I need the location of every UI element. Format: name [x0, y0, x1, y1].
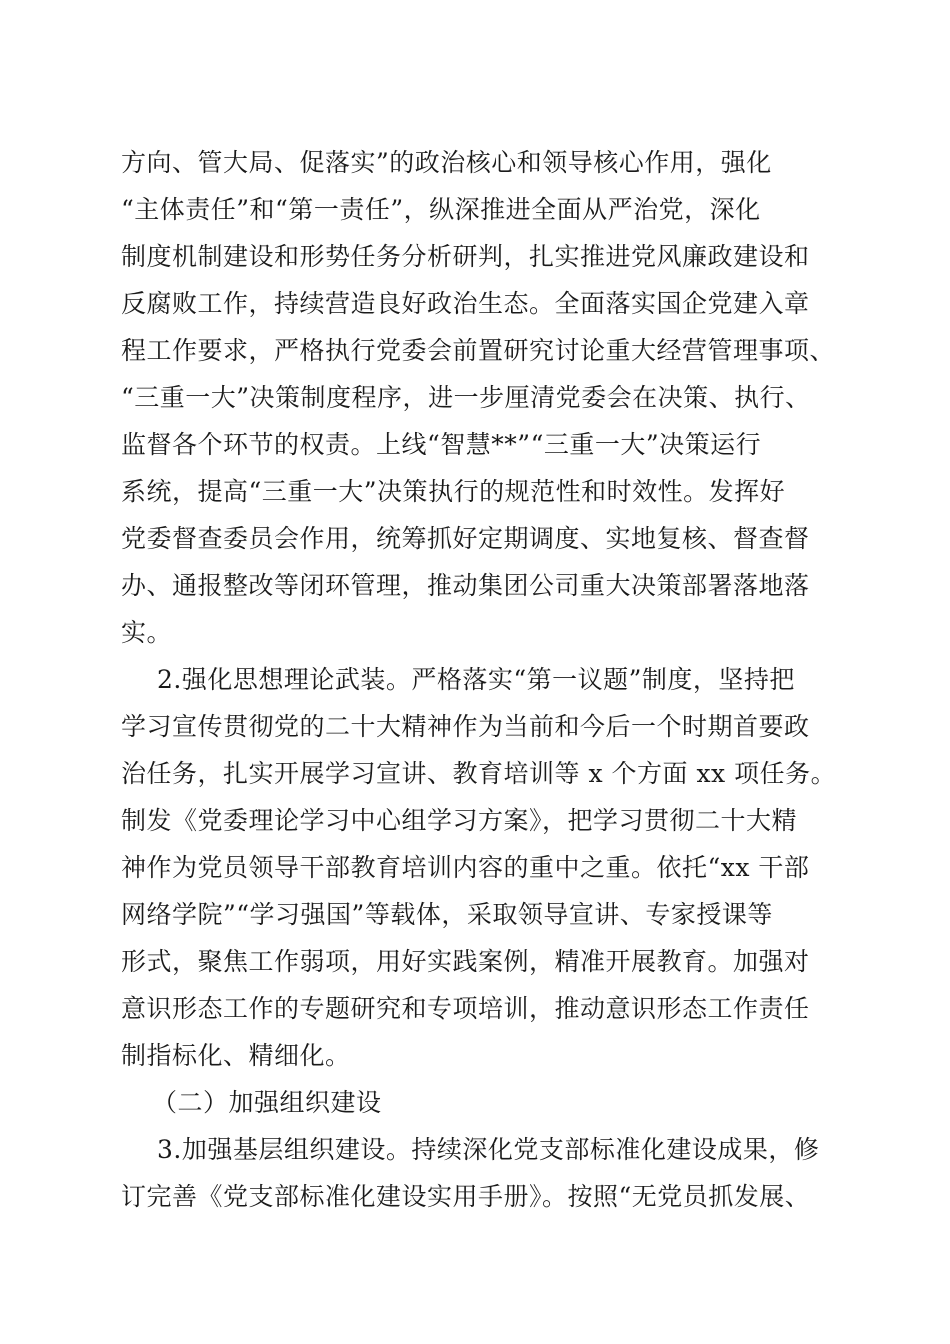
text-line: 系统，提高“三重一大”决策执行的规范性和时效性。发挥好: [121, 477, 786, 506]
text-line: “三重一大”决策制度程序，进一步厘清党委会在决策、执行、: [121, 383, 811, 412]
text-line: 制度机制建设和形势任务分析研判，扎实推进党风廉政建设和: [121, 242, 810, 271]
text-line: 程工作要求，严格执行党委会前置研究讨论重大经营管理事项、: [121, 336, 836, 365]
text-line: 制指标化、精细化。: [121, 1041, 351, 1070]
text-line: 办、通报整改等闭环管理，推动集团公司重大决策部署落地落: [121, 571, 810, 600]
text-line: 学习宣传贯彻党的二十大精神作为当前和今后一个时期首要政: [121, 712, 810, 741]
text-line: 网络学院”“学习强国”等载体，采取领导宣讲、专家授课等: [121, 900, 773, 929]
text-line: 方向、管大局、促落实”的政治核心和领导核心作用，强化: [121, 148, 772, 177]
text-line: 意识形态工作的专题研究和专项培训，推动意识形态工作责任: [121, 994, 810, 1023]
text-line: 反腐败工作，持续营造良好政治生态。全面落实国企党建入章: [121, 289, 810, 318]
text-line: 2.强化思想理论武装。严格落实“第一议题”制度，坚持把: [157, 665, 795, 694]
section-heading: （二）加强组织建设: [152, 1088, 382, 1117]
text-line: 3.加强基层组织建设。持续深化党支部标准化建设成果，修: [157, 1135, 820, 1164]
text-line: 监督各个环节的权责。上线“智慧**”“三重一大”决策运行: [121, 430, 762, 459]
text-line: 订完善《党支部标准化建设实用手册》。按照“无党员抓发展、: [121, 1182, 811, 1211]
text-line: 制发《党委理论学习中心组学习方案》，把学习贯彻二十大精: [121, 806, 798, 835]
text-line: 治任务，扎实开展学习宣讲、教育培训等 x 个方面 xx 项任务。: [121, 759, 837, 788]
text-line: 神作为党员领导干部教育培训内容的重中之重。依托“xx 干部: [121, 853, 810, 882]
text-line: 党委督查委员会作用，统筹抓好定期调度、实地复核、督查督: [121, 524, 810, 553]
text-line: 形式，聚焦工作弱项，用好实践案例，精准开展教育。加强对: [121, 947, 810, 976]
text-line: “主体责任”和“第一责任”，纵深推进全面从严治党，深化: [121, 195, 761, 224]
text-line: 实。: [121, 618, 173, 647]
